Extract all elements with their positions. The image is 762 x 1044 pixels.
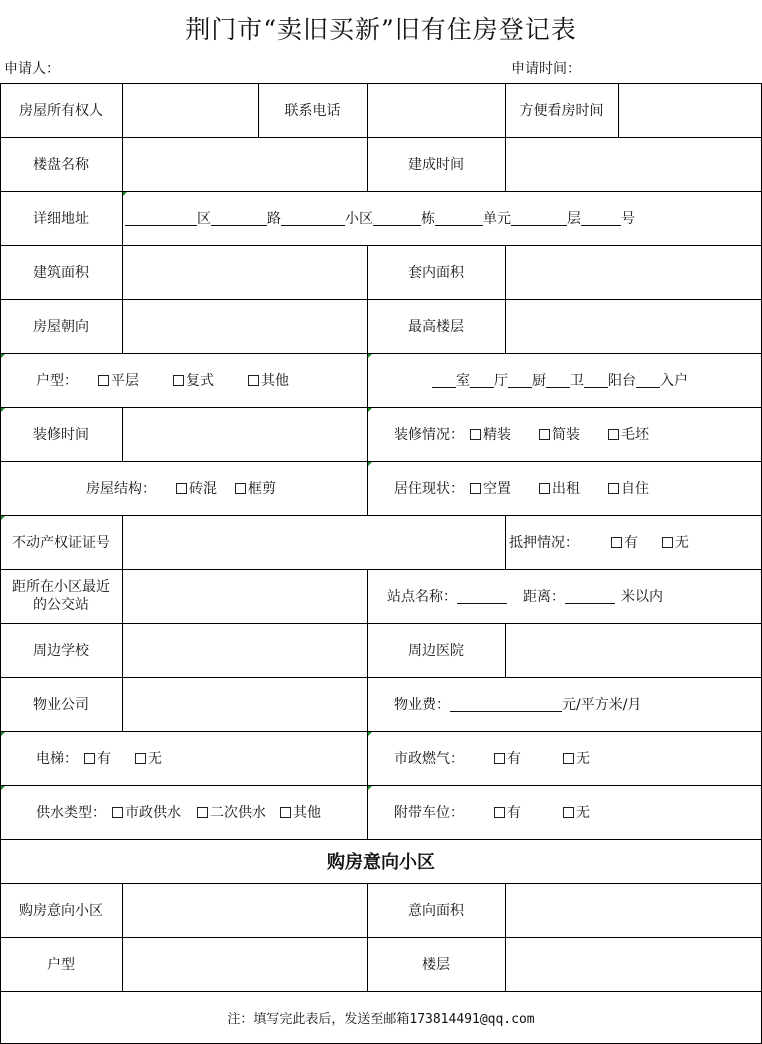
house-type-label: 户型： [36,373,78,389]
self-occupied-option: 自住 [621,481,649,497]
structure-label: 房屋结构： [86,481,156,497]
elevator-no-checkbox[interactable] [135,753,146,764]
mortgage-yes-option: 有 [624,535,638,551]
layout-bathroom: 卫 [570,373,584,389]
school-field[interactable] [123,623,367,677]
gas-yes-checkbox[interactable] [494,753,505,764]
address-part-district: 区 [197,211,211,227]
house-type-group [36,353,366,407]
floor-blank[interactable] [511,211,567,226]
intent-estate-label: 购房意向小区 [19,903,103,919]
other-type-option: 其他 [261,373,289,389]
cert-label: 不动产权证证号 [12,535,110,551]
decoration-time-field[interactable] [123,407,367,461]
layout-hall: 厅 [494,373,508,389]
secondary-water-option: 二次供水 [210,805,266,821]
address-part-unit: 单元 [483,211,511,227]
orientation-field[interactable] [123,299,367,353]
top-floor-label: 最高楼层 [408,319,464,335]
registration-form-table [0,83,762,1044]
unit-blank[interactable] [435,211,483,226]
mortgage-group [509,515,759,569]
community-blank[interactable] [281,211,345,226]
bus-stop-label-line2: 的公交站 [33,597,89,613]
rented-option: 出租 [552,481,580,497]
gas-no-checkbox[interactable] [563,753,574,764]
duplex-option: 复式 [186,373,214,389]
elevator-label: 电梯： [36,751,78,767]
vacant-option: 空置 [483,481,511,497]
number-blank[interactable] [581,211,621,226]
gas-label: 市政燃气： [394,751,464,767]
decoration-status-group [394,407,759,461]
rough-decoration-option: 毛坯 [621,427,649,443]
elevator-yes-option: 有 [97,751,111,767]
property-company-field[interactable] [123,677,367,731]
phone-label: 联系电话 [284,103,341,119]
hospital-label: 周边医院 [408,643,464,659]
fine-decoration-option: 精装 [483,427,511,443]
viewing-time-label: 方便看房时间 [519,103,604,119]
address-part-community: 小区 [345,211,373,227]
applicant-label: 申请人： [4,61,60,77]
decoration-time-label: 装修时间 [33,427,89,443]
parking-no-checkbox[interactable] [563,807,574,818]
intent-type-label: 户型 [47,957,75,973]
flat-checkbox[interactable] [98,375,109,386]
living-status-label: 居住现状： [394,481,464,497]
mortgage-label: 抵押情况： [509,535,579,551]
property-fee-label: 物业费： [394,697,450,713]
parking-no-option: 无 [576,805,590,821]
property-fee-group [394,677,759,731]
bus-stop-field[interactable] [123,569,367,623]
frame-shear-option: 框剪 [248,481,276,497]
water-supply-label: 供水类型： [36,805,106,821]
intent-floor-label: 楼层 [422,957,450,973]
duplex-checkbox[interactable] [173,375,184,386]
property-fee-unit: 元/平方米/月 [562,697,642,713]
building-area-label: 建筑面积 [33,265,89,281]
address-part-road: 路 [267,211,281,227]
form-title: 荆门市“卖旧买新”旧有住房登记表 [185,15,577,44]
inner-area-label: 套内面积 [408,265,464,281]
orientation-label: 房屋朝向 [33,319,89,335]
municipal-water-checkbox[interactable] [112,807,123,818]
layout-room: 室 [456,373,470,389]
simple-decoration-option: 简装 [552,427,580,443]
flat-option: 平层 [111,373,139,389]
bathroom-blank[interactable] [546,373,570,388]
estate-name-label: 楼盘名称 [33,157,89,173]
kitchen-blank[interactable] [508,373,532,388]
parking-yes-checkbox[interactable] [494,807,505,818]
address-part-floor: 层 [567,211,581,227]
address-label: 详细地址 [33,211,89,227]
elevator-no-option: 无 [148,751,162,767]
station-blank[interactable] [457,589,507,604]
mortgage-no-option: 无 [675,535,689,551]
rented-checkbox[interactable] [539,483,550,494]
mortgage-yes-checkbox[interactable] [611,537,622,548]
layout-field[interactable] [432,353,757,407]
brick-concrete-checkbox[interactable] [176,483,187,494]
distance-blank[interactable] [565,589,615,604]
bus-stop-label-line1: 距所在小区最近 [12,579,110,595]
self-occupied-checkbox[interactable] [608,483,619,494]
gas-yes-option: 有 [507,751,521,767]
build-time-field[interactable] [506,137,761,191]
rough-decoration-checkbox[interactable] [608,429,619,440]
secondary-water-checkbox[interactable] [197,807,208,818]
simple-decoration-checkbox[interactable] [539,429,550,440]
parking-yes-option: 有 [507,805,521,821]
build-time-label: 建成时间 [408,157,464,173]
station-label: 站点名称： [387,589,457,605]
layout-balcony: 阳台 [608,373,636,389]
parking-label: 附带车位： [394,805,464,821]
layout-entrance: 入户 [660,373,688,389]
intent-area-label: 意向面积 [408,903,464,919]
decoration-status-label: 装修情况： [394,427,464,443]
vacant-checkbox[interactable] [470,483,481,494]
submission-note: 注：填写完此表后，发送至邮箱173814491@qq.com [227,1011,535,1027]
top-floor-field[interactable] [506,299,761,353]
address-part-building: 栋 [421,211,435,227]
inner-area-field[interactable] [506,245,761,299]
road-blank[interactable] [211,211,267,226]
municipal-water-option: 市政供水 [125,805,181,821]
balcony-blank[interactable] [584,373,608,388]
intent-floor-field[interactable] [506,937,761,991]
intent-area-field[interactable] [506,883,761,937]
distance-label: 距离： [523,589,565,605]
building-area-field[interactable] [123,245,367,299]
cert-field[interactable] [123,515,505,569]
room-blank[interactable] [432,373,456,388]
hospital-field[interactable] [506,623,761,677]
water-supply-group [36,785,366,839]
meters-label: 米以内 [621,589,663,605]
structure-group [86,461,366,515]
intent-type-field[interactable] [123,937,367,991]
owner-label: 房屋所有权人 [19,103,103,119]
brick-concrete-option: 砖混 [189,481,217,497]
building-blank[interactable] [373,211,421,226]
other-water-checkbox[interactable] [280,807,291,818]
living-status-group [394,461,759,515]
mortgage-no-checkbox[interactable] [662,537,673,548]
address-field[interactable] [125,191,755,245]
elevator-yes-checkbox[interactable] [84,753,95,764]
property-fee-blank[interactable] [450,697,562,712]
intent-section-title: 购房意向小区 [327,852,435,873]
apply-time-label: 申请时间： [511,61,581,77]
hall-blank[interactable] [470,373,494,388]
district-blank[interactable] [125,211,197,226]
gas-no-option: 无 [576,751,590,767]
estate-name-field[interactable] [123,137,367,191]
owner-field[interactable] [123,83,258,137]
parking-group [394,785,759,839]
intent-estate-field[interactable] [123,883,367,937]
other-water-option: 其他 [293,805,321,821]
entrance-blank[interactable] [636,373,660,388]
frame-shear-checkbox[interactable] [235,483,246,494]
property-company-label: 物业公司 [33,697,89,713]
viewing-time-field[interactable] [619,83,761,137]
layout-kitchen: 厨 [532,373,546,389]
bus-stop-label [0,569,122,623]
elevator-group [36,731,366,785]
address-part-number: 号 [621,211,635,227]
gas-group [394,731,759,785]
other-type-checkbox[interactable] [248,375,259,386]
school-label: 周边学校 [33,643,89,659]
fine-decoration-checkbox[interactable] [470,429,481,440]
phone-field[interactable] [368,83,505,137]
station-distance-group [387,569,757,623]
